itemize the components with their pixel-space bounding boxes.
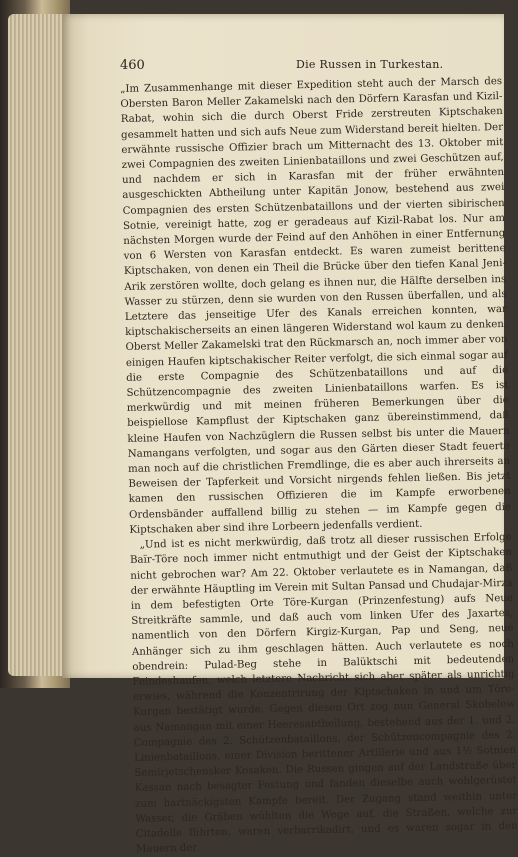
page-number: 460 [120,58,145,73]
book-page [62,14,518,855]
paragraph-2: „Und ist es nicht merkwürdig, daß trotz all dieser russischen Erfolge Baïr-Töre noch immer nicht entmuthigt und der Geist der Kiptschaken nicht gebrochen war? Am 22. Oktober verlautete es in Namangan, daß der erwähnte Häuptling im Verein mit Sultan Pansad und Chudajar-Mirza in dem befestigten Orte Töre-Kurgan (Prinzenfestung) aufs Neue Streitkräfte sammle, und daß auch vom linken Ufer des Jaxartes, namentlich von den Dörfern Kirgiz-Kurgan, Pap und Seng, neue Anhänger sich zu ihm geschlagen hätten. Auch verlautete es noch obendrein: Pulad-Beg stehe in Balüktschi mit bedeutenden Feindeshaufen, welch letztere Nachricht sich aber später als unrichtig erwies, während die Konzentrirung der Kiptschaken in und um Töre-Kurgan bestätigt wurde. Gegen diesen Ort zog nun General Skobelew aus Namangan mit einer Heeresabtheilung, bestehend aus der 1. und 2. Compagnie des 2. Schützenbataillons, der Schützencompagnie des 2. Linienbataillons, einer Division berittener Artillerie und aus 1½ Sotnien Semirjetschensker Kosaken. Die Russen gingen auf der Landstraße über Kassan nach besagter Festung und fanden dieselbe auch wohlgerüstet zum hartnäckigsten Kampfe bereit. Der Zugang stand weithin unter Wasser, die Gräben wühlten die Wege auf, die Straßen, welche zur Citadelle führten, waren verbarrikadirt, und es waren sogar in den Mauern der [129,531,518,855]
page-stack [8,14,68,676]
running-head: Die Russen in Turkestan. [296,58,444,71]
body-text [120,74,518,857]
paragraph-1: „Im Zusammenhange mit dieser Expedition steht auch der Marsch des Obersten Baron Meller Zakamelski nach den Dörfern Karasfan und Kizil-Rabat, wohin sich die durch Oberst Fride zerstreuten Kiptschaken gesammelt hatten und sich aufs Neue zum Widerstand bereit hielten. Der erwähnte russische Offizier brach um Mitternacht des 13. Oktober mit zwei Compagnien des zweiten Linienbataillons und zwei Geschützen auf, und nachdem er sich in Karasfan mit der früher erwähnten ausgeschickten Abtheilung unter Kapitän Jonow, bestehend aus zwei Compagnien des ersten Schützenbataillons und der vierten sibirischen Sotnie, vereinigt hatte, zog er geradeaus auf Kizil-Rabat los. Nur am nächsten Morgen wurde der Feind auf den Anhöhen in einer Entfernung von 6 Wersten von Karasfan entdeckt. Es waren zumeist berittene Kiptschaken, von denen ein Theil die Brücke über den tiefen Kanal Jeni-Arik zerstören wollte, doch gelang es ihnen nur, die Hälfte derselben ins Wasser zu stürzen, denn sie wurden von den Russen überfallen, und als Letztere das jenseitige Ufer des Kanals erreichen konnten, war kiptschakischerseits an einen längeren Widerstand wol kaum zu denken. Oberst Meller Zakamelski trat den Rückmarsch an, noch immer aber von einigen Haufen kiptschakischer Reiter verfolgt, die sich einmal sogar auf die erste Compagnie des Schützenbataillons und auf die Schützencompagnie des zweiten Linienbataillons warfen. Es ist merkwürdig und mit meinen früheren Bemerkungen über die beispiellose Kampflust der Kiptschaken ganz übereinstimmend, daß kleine Haufen von Nachzüglern die Russen selbst bis unter die Mauern Namangans verfolgten, und sogar aus den Gärten dieser Stadt feuerte man noch auf die christlichen Fremdlinge, die es aber auch ihrerseits an Beweisen der Tapferkeit und Vorsicht nirgends fehlen ließen. Bis jetzt kamen den russischen Offizieren die im Kampfe erworbenen Ordensbänder auffallend billig zu stehen — im Kampfe gegen die Kiptschaken aber sind ihre Lorbeern jedenfalls verdient. [120,75,512,536]
page-header [120,54,494,74]
